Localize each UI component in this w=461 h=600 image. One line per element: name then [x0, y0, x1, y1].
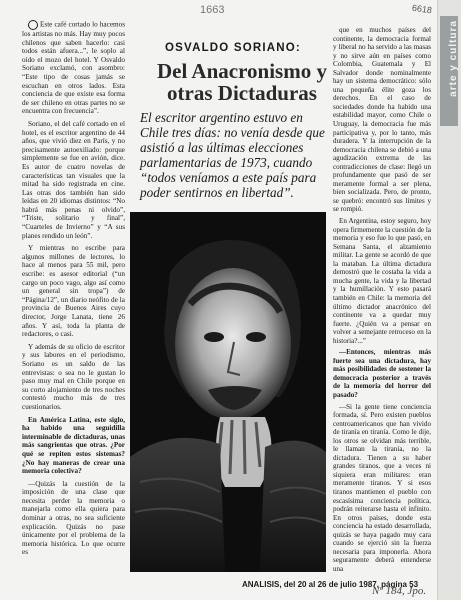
section-label: arte y cultura	[448, 20, 459, 97]
handwritten-archive-code: 6618	[411, 2, 433, 16]
left-paragraph: Y mientras no escribe para algunos millones de lectores, lo hace al menos para 55 mil, pero escribe: es asesor editorial (“un cargo un poco vago, algo así como un general sin tropa”) de “Página/12”, un diario neófito de la provincia de Buenos Aires cuyo director, Jorge Lanata, tiene 26 años. Y así, toda la planta de redactores, o casi.	[22, 244, 125, 339]
right-paragraph: —Si la gente tiene conciencia formada, sí. Pero existen pueblos centroamericanos que han vivido de tiranía en tiranía. Como le dije, los otros se olvidan más terrible, le llaman la tiranía, no la dictadura. Tienen a su haber grandes tiranos, que a veces ni siquiera eran militares: eran meramente tiranos. Y si esos tiranos mantienen el pueblo con escasísima conciencia política, podrán reiterarse hasta el infinito. En otros países, donde esta conciencia ha estado desarrollada, quizás se haya pagado muy cara cuando se ejerció sin la fuerza necesaria para imponerla. Ahora seguramente deberá entenderse una	[333, 402, 431, 573]
author-portrait-photo	[130, 212, 326, 572]
interview-question: —Entonces, mientras más fuerte sea una dictadura, hay más posibilidades de sostener la democracia posterior a través de la memoria del horror del pasado?	[333, 348, 431, 399]
portrait-illustration	[130, 212, 326, 572]
article-subhead: El escritor argentino estuvo en Chile tres días: no venía desde que asistió a las últimas elecciones parlamentarias de 1973, cuando “todos veníamos a este país para poder sentirnos en libertad”.	[140, 110, 325, 200]
author-name: OSVALDO SORIANO:	[165, 42, 301, 54]
handwritten-issue-note: Nº 184, Jpo.	[372, 585, 427, 597]
bullet-icon	[28, 20, 38, 30]
source-citation: ANALISIS, del 20 al 26 de julio 1987, página 53	[242, 580, 419, 589]
left-paragraph: Y además de su oficio de escritor y sus labores en el periodismo, Soriano es un saldo de las entrevistas: o sea no le gustan lo paso muy mal en Chile porque en su corto alojamiento de tres noches contestó mucho más de tres cuestionarios.	[22, 342, 125, 411]
left-paragraph: —Quizás la cuestión de la imposición de una clase que necesita perder la memoria o manejarla como ella quiera para dominar a otras, no sea suficiente explicación. Quizás no pase únicamente por el problema de la memoria histórica. Lo que ocurre es	[22, 479, 125, 557]
right-column	[333, 26, 431, 576]
left-paragraph: Soriano, el del café cortado en el hotel, es el escritor argentino de 44 años, que vivió diez en París, y no precisamente autoexiliado: porque simplemente se fue en avión, dice. Es autor de cuatro novelas de características tan visuales que la mitad ha sido registrada en cine. Las otras dos también han sido leídas en 20 idiomas distintos: “No habrá más penas ni olvido”, “Triste, solitario y final”, “Cuarteles de Invierno” y “A sus planes rendido un león”.	[22, 119, 125, 240]
left-paragraph: Este café cortado lo hacemos los artistas no más. Hay muy pocos chilenos que saben hacerlo: casi todos están afuera...”, le soplo al oído el mozo del hotel. Y Osvaldo Soriano exclamó, con asombro: “Este tipo de cosas jamás se escuchan en otros lados. Esta conciencia de que existe esa forma de ser chileno en otras partes no se encuentra con frecuencia”.	[22, 20, 125, 116]
right-paragraph: En Argentina, estoy seguro, hoy opera firmemente la cuestión de la memoria y eso fue lo que pasó, en Semana Santa, el alzamiento militar. La gente se acordó de que la mataban. La última dictadura demostró que le costaba la vida a mucha gente, la vida y la libertad y la humillación. Y esto pasará también en Chile: la memoria del último dictador anacrónico del continente va a quedar muy fuerte. ¿Quién va a pensar en volver a semejante retroceso en la historia?...”	[333, 217, 431, 345]
article-title: Del Anacronismo y otras Dictaduras	[157, 59, 327, 105]
right-paragraph: que en muchos países del continente, la democracia formal y liberal no ha servido a las masas y no sirve aún en países como Colombia, Guatemala y El Salvador donde nominalmente hay un sistema democrático: sólo una pequeña élite goza los derechos. En el caso de sociedades donde ha habido una estabilidad mayor, como Chile o Uruguay, la democracia fue más participativa y, por lo tanto, más duradera. Y la interrupción de la democracia chilena se debió a una agudización extrema de las contradicciones de clase: llegó un profundamente que pasó de ser meramente formal a ser plena, bien socializada. Pero, de pronto, se quebró: encontró sus límites y se rompió.	[333, 26, 431, 214]
handwritten-archive-number: 1663	[200, 4, 225, 16]
interview-question: En América Latina, este siglo, ha habido una seguidilla interminable de dictaduras, unas más sangrientas que otras. ¿Por qué se repiten estos sistemas? ¿No hay maneras de crear una memoria colectiva?	[22, 415, 125, 476]
left-column	[22, 20, 125, 561]
